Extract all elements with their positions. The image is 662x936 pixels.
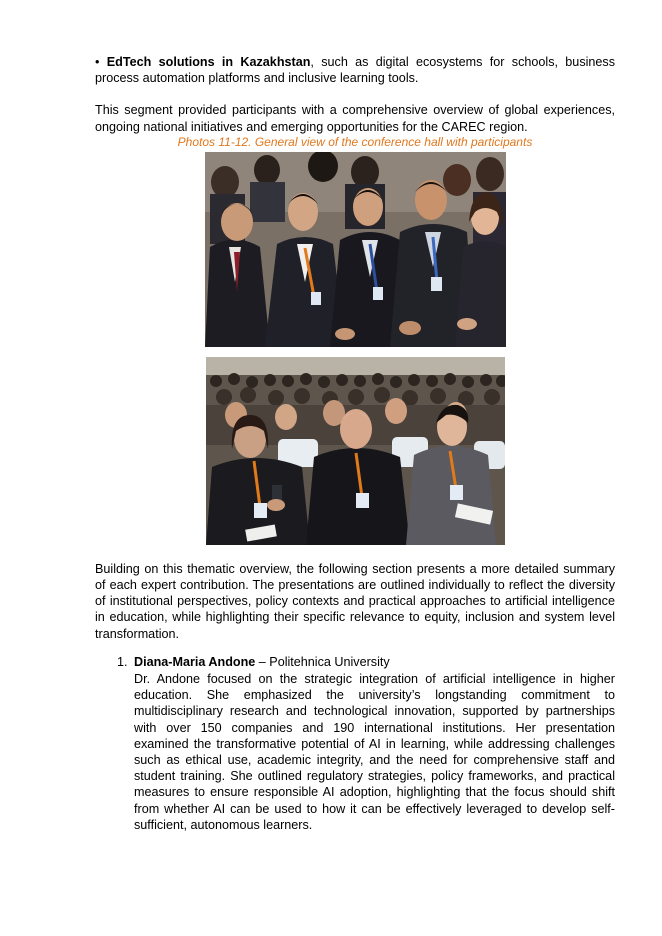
bullet-text: , such as digital ecosystems for schools, business process automation platforms and inclusive learning tools. <box>95 55 616 86</box>
document-page <box>95 54 615 833</box>
conference-photo-2 <box>206 357 505 545</box>
expert-heading <box>134 654 615 670</box>
bullet-marker: • <box>95 55 100 69</box>
expert-list <box>95 654 615 833</box>
segment-paragraph: This segment provided participants with a comprehensive overview of global experiences, ongoing national initiatives and emerging opportunities for the CAREC region. <box>95 103 615 134</box>
bullet-bold-text: EdTech solutions in Kazakhstan <box>106 55 311 69</box>
expert-affiliation: – Politehnica University <box>255 654 390 669</box>
expert-summary: Dr. Andone focused on the strategic integration of artificial intelligence in higher education. She emphasized the university’s longstanding commitment to multidisciplinary research and technological innovation, supported by partnerships with over 150 companies and 190 international institutions. Her presentation examined the transformative potential of AI in learning, while addressing challenges such as ethical use, academic integrity, and the need for comprehensive staff and student training. She outlined regulatory strategies, policy frameworks, and practical measures to ensure responsible AI adoption, highlighting that the focus should shift from whether AI can be used to how it can be effectively leveraged to develop self-sufficient, autonomous learners. <box>134 672 615 832</box>
list-item <box>95 654 615 833</box>
intro-paragraph: Building on this thematic overview, the following section presents a more detailed summary of each expert contribution. The presentations are outlined individually to reflect the diversity of institutional perspectives, policy contexts and practical approaches to artificial intelligence in education, while highlighting their specific relevance to equity, inclusion and system level transformation. <box>95 561 615 641</box>
bullet-paragraph <box>95 54 615 86</box>
conference-photo-1 <box>205 152 506 347</box>
expert-name: Diana-Maria Andone <box>134 654 256 669</box>
photo-caption: Photos 11-12. General view of the conference hall with participants <box>177 134 533 149</box>
list-number: 1. <box>117 654 128 669</box>
